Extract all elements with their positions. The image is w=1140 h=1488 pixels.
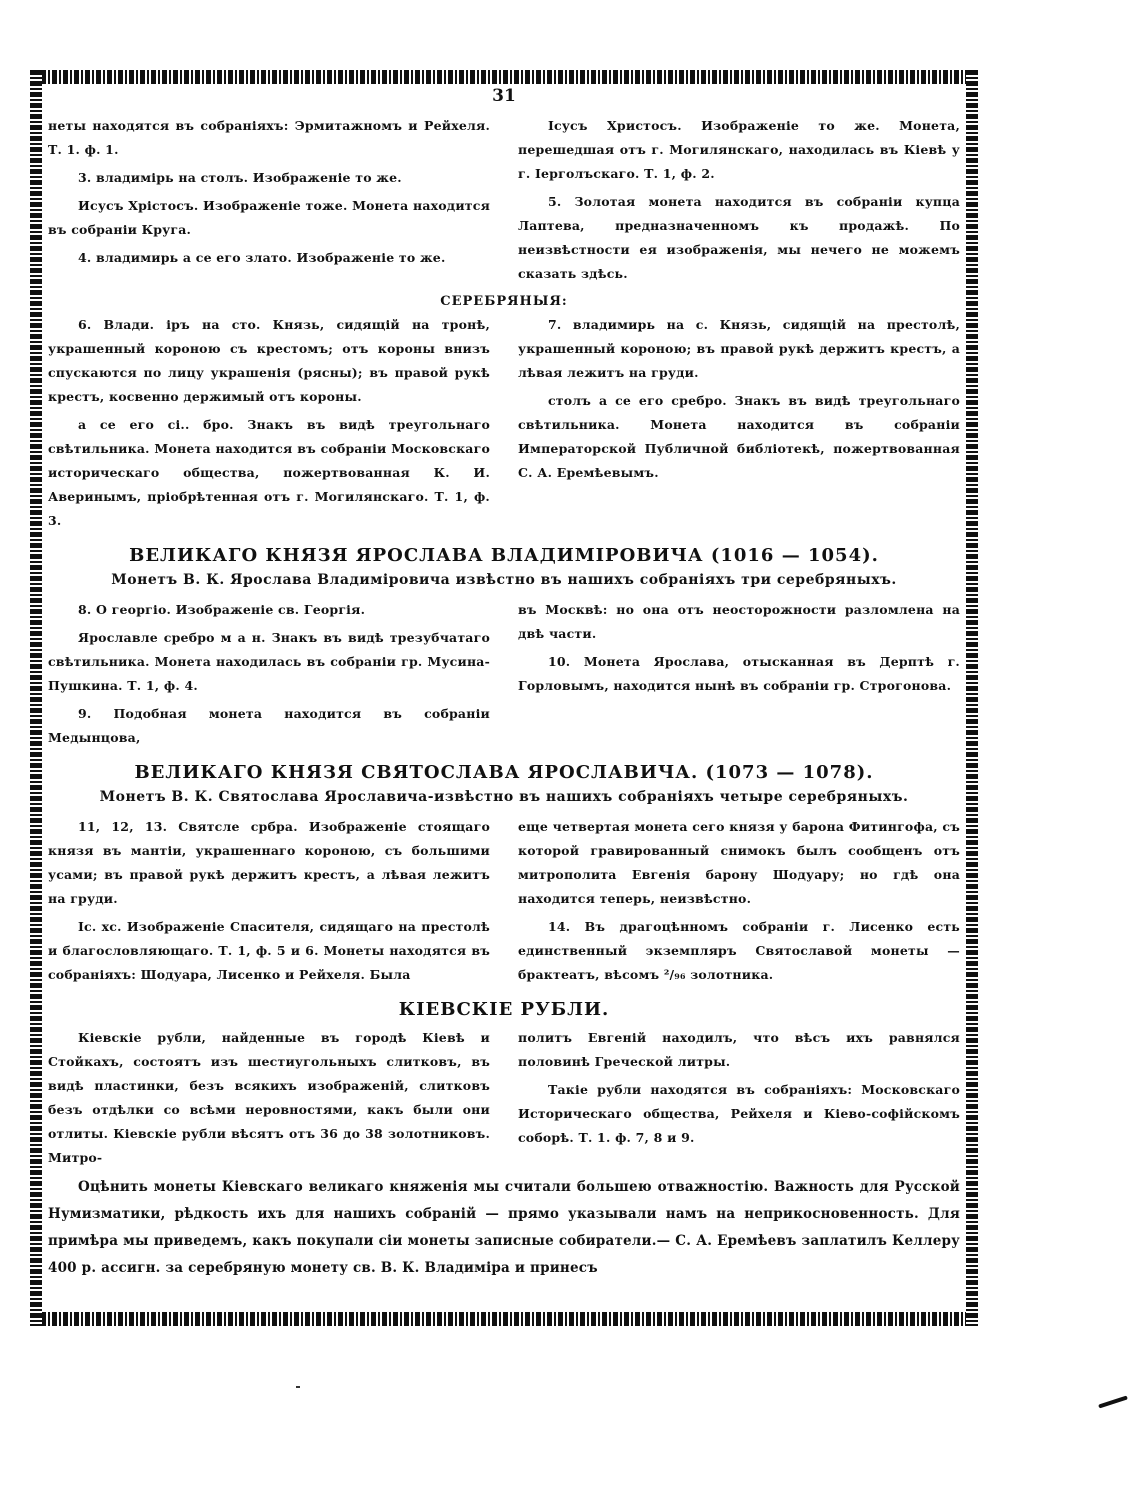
ornamental-border-right bbox=[966, 70, 978, 1326]
paragraph: Такіе рубли находятся въ собраніяхъ: Московскаго Историческаго общества, Рейхеля и Кіево-софійскомъ соборѣ. Т. 1. ф. 7, 8 и 9. bbox=[518, 1082, 960, 1145]
section-rubles bbox=[48, 1026, 960, 1174]
svyatoslav-title: ВЕЛИКАГО КНЯЗЯ СВЯТОСЛАВА ЯРОСЛАВИЧА. (1073 — 1078). bbox=[134, 762, 874, 783]
left-column bbox=[48, 313, 490, 537]
rubles-title: КІЕВСКІЕ РУБЛИ. bbox=[398, 999, 610, 1020]
right-column bbox=[518, 815, 960, 991]
paragraph: 3. владимірь на столъ. Изображеніе то же. bbox=[78, 170, 402, 185]
section-yaroslav bbox=[48, 598, 960, 754]
ornamental-border-left bbox=[30, 70, 42, 1326]
ornamental-border-top bbox=[30, 70, 978, 84]
paragraph: Ярославле сребро м а н. Знакъ въ видѣ трезубчатаго свѣтильника. Монета находилась въ собраніи гр. Мусина-Пушкина. Т. 1, ф. 4. bbox=[48, 630, 490, 693]
paragraph: 8. О георгіо. Изображеніе св. Георгія. bbox=[78, 602, 366, 617]
yaroslav-subtitle: Монетъ В. К. Ярослава Владиміровича извѣстно въ нашихъ собраніяхъ три серебряныхъ. bbox=[111, 572, 897, 588]
page-number: 31 bbox=[492, 86, 516, 106]
scan-mark bbox=[1098, 1395, 1128, 1408]
paragraph: 7. владимирь на с. Князь, сидящій на престолѣ, украшенный короною; въ правой рукѣ держитъ крестъ, а лѣвая лежитъ на груди. bbox=[518, 317, 960, 380]
paragraph: еще четвертая монета сего князя у барона Фитингофа, съ которой гравированный снимокъ былъ сообщенъ отъ митрополита Евгенія барону Шодуару; но гдѣ она находится теперь, неизвѣстно. bbox=[518, 819, 960, 906]
paragraph: Ісусъ Христосъ. Изображеніе то же. Монета, перешедшая отъ г. Могилянскаго, находилась въ Кіевѣ у г. Іерголъскаго. Т. 1, ф. 2. bbox=[518, 118, 960, 181]
right-column bbox=[518, 114, 960, 290]
right-column bbox=[518, 1026, 960, 1174]
section-vladimir-silver bbox=[48, 313, 960, 537]
left-column bbox=[48, 114, 490, 290]
section-svyatoslav bbox=[48, 815, 960, 991]
scan-speck bbox=[296, 1386, 300, 1388]
paragraph: Исусъ Хрістосъ. Изображеніе тоже. Монета находится въ собраніи Круга. bbox=[48, 198, 490, 237]
right-column bbox=[518, 313, 960, 537]
paragraph: 10. Монета Ярослава, отысканная въ Дерптѣ г. Горловымъ, находится нынѣ въ собраніи гр. Строгонова. bbox=[518, 654, 960, 693]
paragraph: неты находятся въ собраніяхъ: Эрмитажномъ и Рейхеля. Т. 1. ф. 1. bbox=[48, 118, 490, 157]
section-final bbox=[48, 1174, 960, 1282]
ornamental-border-bottom bbox=[30, 1312, 978, 1326]
paragraph: 11, 12, 13. Святсле србра. Изображеніе стоящаго князя въ мантіи, украшеннаго короною, съ большими усами; въ правой рукѣ держитъ крестъ, а лѣвая лежитъ на груди. bbox=[48, 819, 490, 906]
paragraph: 4. владимирь а се его злато. Изображеніе то же. bbox=[78, 250, 446, 265]
right-column bbox=[518, 598, 960, 754]
silver-heading: СЕРЕБРЯНЫЯ: bbox=[440, 294, 568, 309]
paragraph: политъ Евгеній находилъ, что вѣсъ ихъ равнялся половинѣ Греческой литры. bbox=[518, 1030, 960, 1069]
paragraph: въ Москвѣ: но она отъ неосторожности разломлена на двѣ части. bbox=[518, 602, 960, 641]
page-content bbox=[48, 86, 960, 1286]
yaroslav-title: ВЕЛИКАГО КНЯЗЯ ЯРОСЛАВА ВЛАДИМІРОВИЧА (1016 — 1054). bbox=[129, 545, 879, 566]
paragraph: а се его сі.. бро. Знакъ въ видѣ треугольнаго свѣтильника. Монета находится въ собраніи Московскаго историческаго общества, пожертвованная К. И. Аверинымъ, пріобрѣтенная отъ г. Могилянскаго. Т. 1, ф. 3. bbox=[48, 417, 490, 528]
paragraph: столъ а се его сребро. Знакъ въ видѣ треугольнаго свѣтильника. Монета находится въ собраніи Императорской Публичной библіотекѣ, пожертвованная С. А. Еремѣевымъ. bbox=[518, 393, 960, 480]
paragraph: Іс. хс. Изображеніе Спасителя, сидящаго на престолѣ и благословляющаго. Т. 1, ф. 5 и 6. Монеты находятся въ собраніяхъ: Шодуара, Лисенко и Рейхеля. Была bbox=[48, 919, 490, 982]
svyatoslav-subtitle: Монетъ В. К. Святослава Ярославича-извѣстно въ нашихъ собраніяхъ четыре серебряныхъ. bbox=[99, 789, 909, 805]
left-column bbox=[48, 815, 490, 991]
paragraph: Кіевскіе рубли, найденные въ городѣ Кіевѣ и Стойкахъ, состоятъ изъ шестиугольныхъ слитковъ, въ видѣ пластинки, безъ всякихъ изображеній, слитковъ безъ отдѣлки со всѣми неровностями, какъ были они отлиты. Кіевскіе рубли вѣсятъ отъ 36 до 38 золотниковъ. Митро- bbox=[48, 1030, 490, 1165]
section-vladimir-gold bbox=[48, 114, 960, 290]
paragraph: 5. Золотая монета находится въ собраніи купца Лаптева, предназначенномъ къ продажѣ. По неизвѣстности ея изображенія, мы нечего не можемъ сказать здѣсь. bbox=[518, 194, 960, 281]
left-column bbox=[48, 1026, 490, 1174]
paragraph: 9. Подобная монета находится въ собраніи Медынцова, bbox=[48, 706, 490, 745]
final-paragraph: Оцѣнить монеты Кіевскаго великаго княженія мы считали большею отважностію. Важность для Русской Нумизматики, рѣдкость ихъ для нашихъ собраній — прямо указывали намъ на неприкосновенность. Для примѣра мы приведемъ, какъ покупали сіи монеты записные собиратели.— С. А. Еремѣевъ заплатилъ Келлеру 400 р. ассигн. за серебряную монету св. В. К. Владиміра и принесъ bbox=[48, 1179, 960, 1276]
paragraph: 6. Влади. іръ на сто. Князь, сидящій на тронѣ, украшенный короною съ крестомъ; отъ короны внизъ спускаются по лицу украшенія (рясны); въ правой рукѣ крестъ, косвенно держимый отъ короны. bbox=[48, 317, 490, 404]
left-column bbox=[48, 598, 490, 754]
paragraph: 14. Въ драгоцѣнномъ собраніи г. Лисенко есть единственный экземпляръ Святославой монеты — брактеатъ, вѣсомъ ²/₉₆ золотника. bbox=[518, 919, 960, 982]
